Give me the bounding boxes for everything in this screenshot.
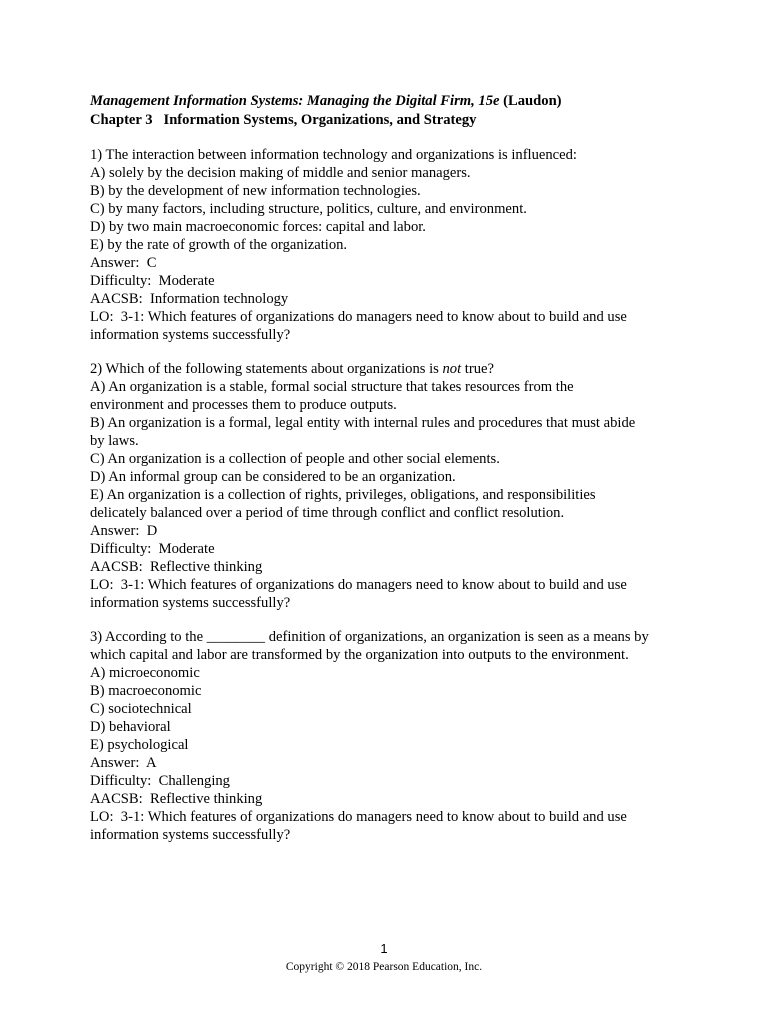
question-2-difficulty: Difficulty: Moderate bbox=[90, 541, 215, 557]
chapter-title: Chapter 3 Information Systems, Organizations, and Strategy bbox=[90, 112, 477, 128]
book-title-italic: Management Information Systems: Managing the Digital Firm, 15e bbox=[90, 93, 500, 109]
question-3-option-d: D) behavioral bbox=[90, 719, 171, 735]
question-1-option-a: A) solely by the decision making of middle and senior managers. bbox=[90, 165, 471, 181]
question-1-difficulty: Difficulty: Moderate bbox=[90, 273, 215, 289]
question-3-difficulty: Difficulty: Challenging bbox=[90, 773, 230, 789]
question-2-option-e: E) An organization is a collection of rights, privileges, obligations, and responsibilities bbox=[90, 487, 596, 503]
question-3-lo: LO: 3-1: Which features of organizations do managers need to know about to build and use bbox=[90, 809, 627, 825]
question-2-aacsb: AACSB: Reflective thinking bbox=[90, 559, 263, 575]
question-2-lo: LO: 3-1: Which features of organizations do managers need to know about to build and use bbox=[90, 577, 627, 593]
question-2-option-e-continued: delicately balanced over a period of time through conflict and conflict resolution. bbox=[90, 505, 565, 521]
question-2 bbox=[90, 360, 690, 612]
question-2-lo-continued: information systems successfully? bbox=[90, 595, 291, 611]
question-1-option-e: E) by the rate of growth of the organization. bbox=[90, 237, 348, 253]
question-2-stem-emphasis: not bbox=[442, 361, 462, 377]
question-2-option-a-continued: environment and processes them to produce outputs. bbox=[90, 397, 397, 413]
question-2-option-b-continued: by laws. bbox=[90, 433, 139, 449]
question-2-option-a: A) An organization is a stable, formal social structure that takes resources from the bbox=[90, 379, 574, 395]
question-2-option-d: D) An informal group can be considered to be an organization. bbox=[90, 469, 456, 485]
question-3-option-b: B) macroeconomic bbox=[90, 683, 202, 699]
question-1-lo-continued: information systems successfully? bbox=[90, 327, 291, 343]
question-1-option-b: B) by the development of new information technologies. bbox=[90, 183, 421, 199]
question-2-stem bbox=[90, 360, 690, 378]
question-3 bbox=[90, 628, 690, 844]
question-3-aacsb: AACSB: Reflective thinking bbox=[90, 791, 263, 807]
copyright-notice: Copyright © 2018 Pearson Education, Inc. bbox=[285, 961, 483, 973]
question-3-option-c: C) sociotechnical bbox=[90, 701, 192, 717]
question-3-stem-continued: which capital and labor are transformed by the organization into outputs to the environment. bbox=[90, 647, 629, 663]
question-2-option-b: B) An organization is a formal, legal entity with internal rules and procedures that must abide bbox=[90, 415, 636, 431]
question-1-answer: Answer: C bbox=[90, 255, 157, 271]
question-2-stem-after: true? bbox=[461, 361, 494, 377]
question-1-option-d: D) by two main macroeconomic forces: capital and labor. bbox=[90, 219, 426, 235]
question-3-answer: Answer: A bbox=[90, 755, 157, 771]
question-2-stem-before: 2) Which of the following statements about organizations is bbox=[90, 361, 443, 377]
question-1-stem: 1) The interaction between information technology and organizations is influenced: bbox=[90, 147, 577, 163]
question-2-option-c: C) An organization is a collection of people and other social elements. bbox=[90, 451, 500, 467]
book-author: (Laudon) bbox=[499, 93, 562, 109]
question-2-answer: Answer: D bbox=[90, 523, 158, 539]
question-3-lo-continued: information systems successfully? bbox=[90, 827, 291, 843]
question-3-stem: 3) According to the ________ definition of organizations, an organization is seen as a means by bbox=[90, 629, 649, 645]
question-1-lo: LO: 3-1: Which features of organizations do managers need to know about to build and use bbox=[90, 309, 627, 325]
page-number: 1 bbox=[380, 941, 388, 956]
question-1-aacsb: AACSB: Information technology bbox=[90, 291, 289, 307]
question-3-option-a: A) microeconomic bbox=[90, 665, 200, 681]
question-1-option-c: C) by many factors, including structure, politics, culture, and environment. bbox=[90, 201, 527, 217]
question-1 bbox=[90, 146, 690, 344]
question-3-option-e: E) psychological bbox=[90, 737, 189, 753]
book-title bbox=[90, 92, 562, 110]
